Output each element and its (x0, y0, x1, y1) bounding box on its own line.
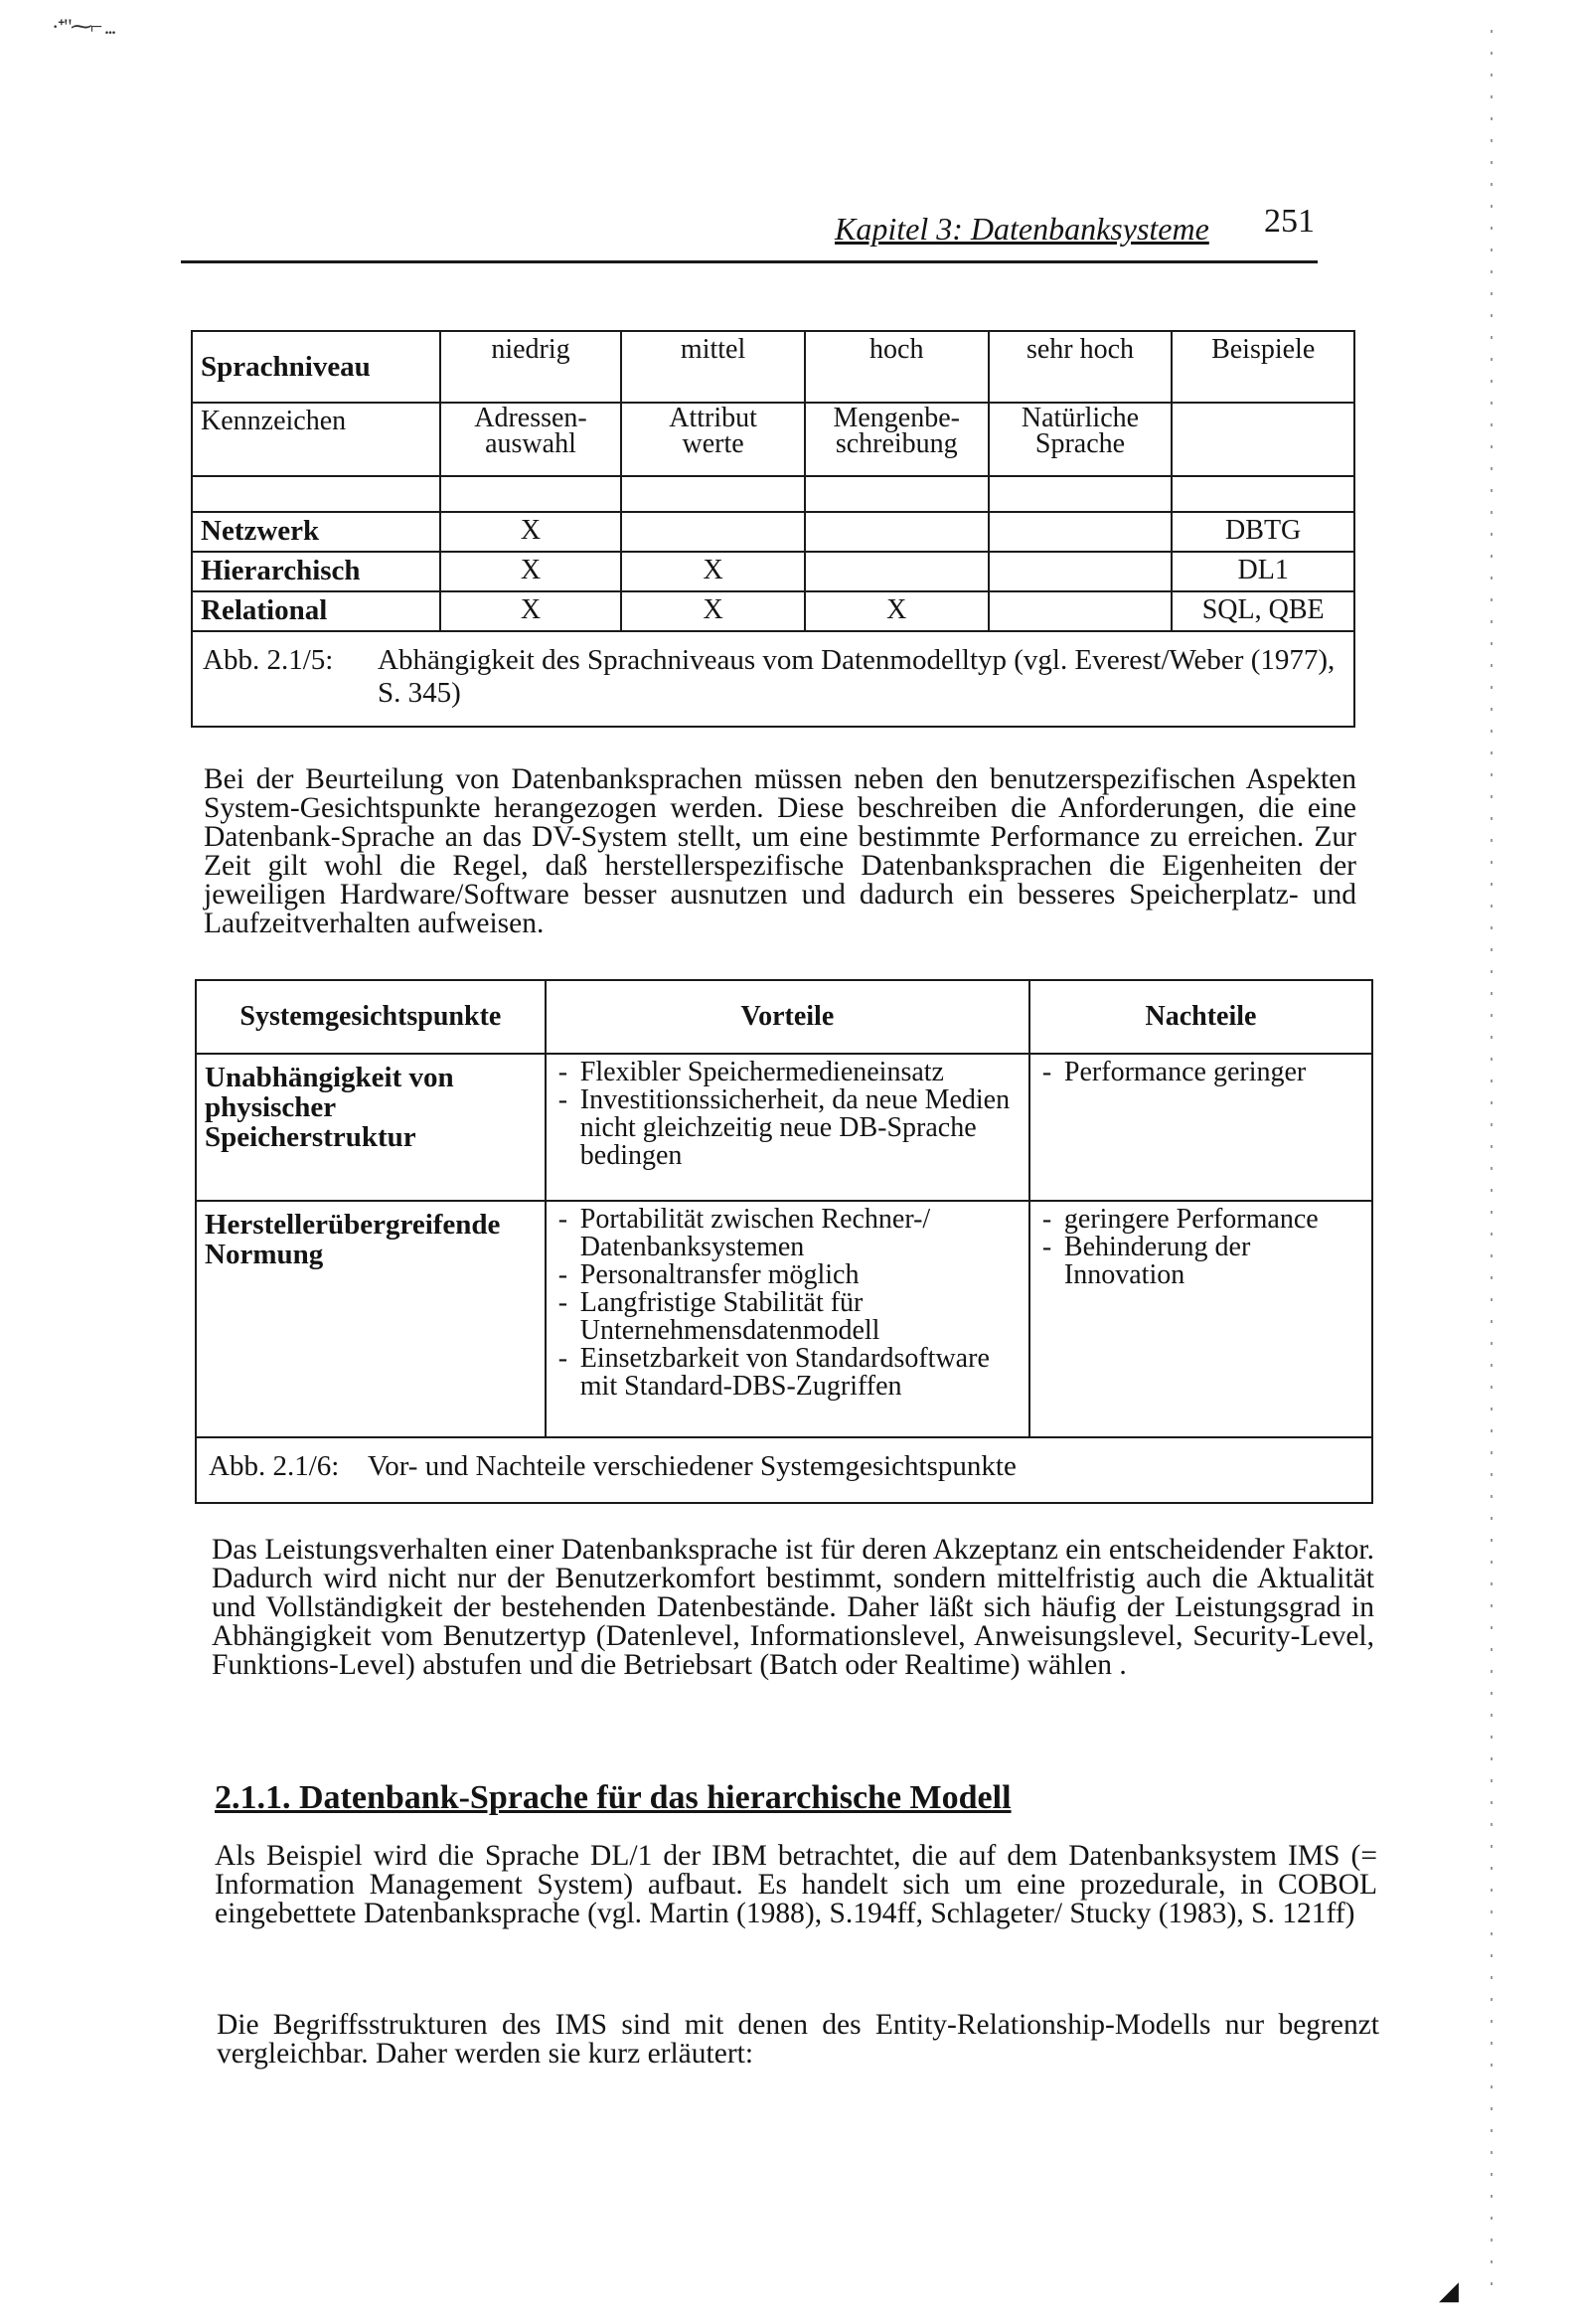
table-cell: X (440, 591, 622, 631)
caption-label: Abb. 2.1/6: (209, 1450, 340, 1482)
table-cell: Natürliche Sprache (989, 403, 1173, 476)
table-cell: Adressen- auswahl (440, 403, 622, 476)
table-cell (192, 476, 440, 512)
col-header-beispiele: Beispiele (1172, 331, 1354, 403)
list-item: - Behinderung der Innovation (1038, 1234, 1363, 1289)
advantages-cell (546, 1054, 1029, 1201)
table-cell: DL1 (1172, 552, 1354, 591)
table-spacer-row (192, 476, 1354, 512)
corner-mark-icon: ◢ (1439, 2276, 1459, 2305)
caption-text: Vor- und Nachteile verschiedener Systemgesichtspunkte (368, 1450, 1017, 1482)
figure-caption-row (192, 631, 1354, 727)
table-cell: X (805, 591, 989, 631)
table-cell (621, 512, 805, 552)
table-cell: X (440, 552, 622, 591)
body-paragraph: Als Beispiel wird die Sprache DL/1 der IBM betrachtet, die auf dem Datenbanksystem IMS (= Information Management System) aufbaut. Es handelt sich um eine prozedurale, in COBOL eingebettete Datenbanksprache (vgl. Martin (1988), S.194ff, Schlageter/ Stucky (1983), S. 121ff) (215, 1840, 1377, 1929)
table-row-netzwerk (192, 512, 1354, 552)
figure-caption (196, 1437, 1372, 1503)
col-header-sprachniveau: Sprachniveau (192, 331, 440, 403)
table-cell (989, 512, 1173, 552)
table-row-hierarchisch (192, 552, 1354, 591)
disadvantages-cell (1029, 1201, 1372, 1437)
table-cell (805, 476, 989, 512)
list-item: - Personaltransfer möglich (554, 1261, 1021, 1289)
advantages-cell (546, 1201, 1029, 1437)
table-cell (989, 476, 1173, 512)
caption-text: Abhängigkeit des Sprachniveaus vom Datenmodelltyp (vgl. Everest/Weber (1977), S. 345) (378, 644, 1336, 709)
table-cell (805, 552, 989, 591)
scan-artifact: ·ᐩ"⁓⌐ ... (52, 14, 115, 39)
col-header-nachteile: Nachteile (1029, 980, 1372, 1054)
table-cell: X (621, 552, 805, 591)
table-cell: X (440, 512, 622, 552)
caption-label: Abb. 2.1/5: (203, 644, 334, 676)
list-item: - Portabilität zwischen Rechner-/ Datenbanksystemen (554, 1206, 1021, 1261)
row-label: Relational (192, 591, 440, 631)
disadvantages-cell (1029, 1054, 1372, 1201)
section-heading: 2.1.1. Datenbank-Sprache für das hierarchische Modell (215, 1779, 1012, 1816)
table-cell: Attribut werte (621, 403, 805, 476)
table-row-kennzeichen (192, 403, 1354, 476)
table-cell (440, 476, 622, 512)
table-cell: X (621, 591, 805, 631)
row-label: Netzwerk (192, 512, 440, 552)
col-header-niedrig: niedrig (440, 331, 622, 403)
table-cell (805, 512, 989, 552)
table-cell: SQL, QBE (1172, 591, 1354, 631)
col-header-sehr-hoch: sehr hoch (989, 331, 1173, 403)
aspect-cell: Herstellerübergreifende Normung (196, 1201, 546, 1437)
figure-caption-row (196, 1437, 1372, 1503)
table-cell: Mengenbe- schreibung (805, 403, 989, 476)
running-head: Kapitel 3: Datenbanksysteme (835, 211, 1209, 247)
table-cell (989, 552, 1173, 591)
table-header-row (192, 331, 1354, 403)
page-number: 251 (1264, 203, 1315, 240)
table-row-relational (192, 591, 1354, 631)
figure-sprachniveau-table (191, 330, 1355, 728)
list-item: - Flexibler Speichermedieneinsatz (554, 1059, 1021, 1086)
table-header-row (196, 980, 1372, 1054)
table-row (196, 1201, 1372, 1437)
aspect-cell: Unabhängigkeit von physischer Speicherstruktur (196, 1054, 546, 1201)
table-cell (989, 591, 1173, 631)
col-header-hoch: hoch (805, 331, 989, 403)
scan-edge-artifact (1491, 30, 1493, 2296)
table-cell (621, 476, 805, 512)
list-item: - geringere Performance (1038, 1206, 1363, 1234)
list-item: - Langfristige Stabilität für Unternehmensdatenmodell (554, 1289, 1021, 1345)
table-row (196, 1054, 1372, 1201)
row-label: Kennzeichen (192, 403, 440, 476)
table-cell (1172, 403, 1354, 476)
table-cell: DBTG (1172, 512, 1354, 552)
list-item: - Einsetzbarkeit von Standardsoftware mit Standard-DBS-Zugriffen (554, 1345, 1021, 1401)
row-label: Hierarchisch (192, 552, 440, 591)
list-item: - Investitionssicherheit, da neue Medien nicht gleichzeitig neue DB-Sprache bedingen (554, 1086, 1021, 1170)
body-paragraph: Das Leistungsverhalten einer Datenbanksprache ist für deren Akzeptanz ein entscheidender Faktor. Dadurch wird nicht nur der Benutzerkomfort bestimmt, sondern mittelfristig auch die Aktualität und Vollständigkeit der bestehenden Datenbestände. Daher läßt sich häufig der Leistungsgrad in Abhängigkeit vom Benutzertyp (Datenlevel, Informationslevel, Anweisungslevel, Security-Level, Funktions-Level) abstufen und die Betriebsart (Batch oder Realtime) wählen . (212, 1534, 1374, 1681)
list-item: - Performance geringer (1038, 1059, 1363, 1086)
body-paragraph: Die Begriffsstrukturen des IMS sind mit denen des Entity-Relationship-Modells nur begrenzt vergleichbar. Daher werden sie kurz erläutert: (217, 2009, 1379, 2070)
col-header-systemgesichtspunkte: Systemgesichtspunkte (196, 980, 546, 1054)
col-header-mittel: mittel (621, 331, 805, 403)
table-cell (1172, 476, 1354, 512)
col-header-vorteile: Vorteile (546, 980, 1029, 1054)
body-paragraph: Bei der Beurteilung von Datenbanksprachen müssen neben den benutzerspezifischen Aspekten System-Gesichtspunkte herangezogen werden. Diese beschreiben die Anforderungen, die eine Datenbank-Sprache an das DV-System stellt, um eine bestimmte Performance zu erreichen. Zur Zeit gilt wohl die Regel, daß herstellerspezifische Datenbanksprachen die Eigenheiten der jeweiligen Hardware/Software besser ausnutzen und dadurch ein besseres Speicherplatz- und Laufzeitverhalten aufweisen. (204, 763, 1356, 939)
header-rule (181, 260, 1318, 263)
figure-systemgesichtspunkte-table (195, 979, 1373, 1504)
figure-caption (192, 631, 1354, 727)
